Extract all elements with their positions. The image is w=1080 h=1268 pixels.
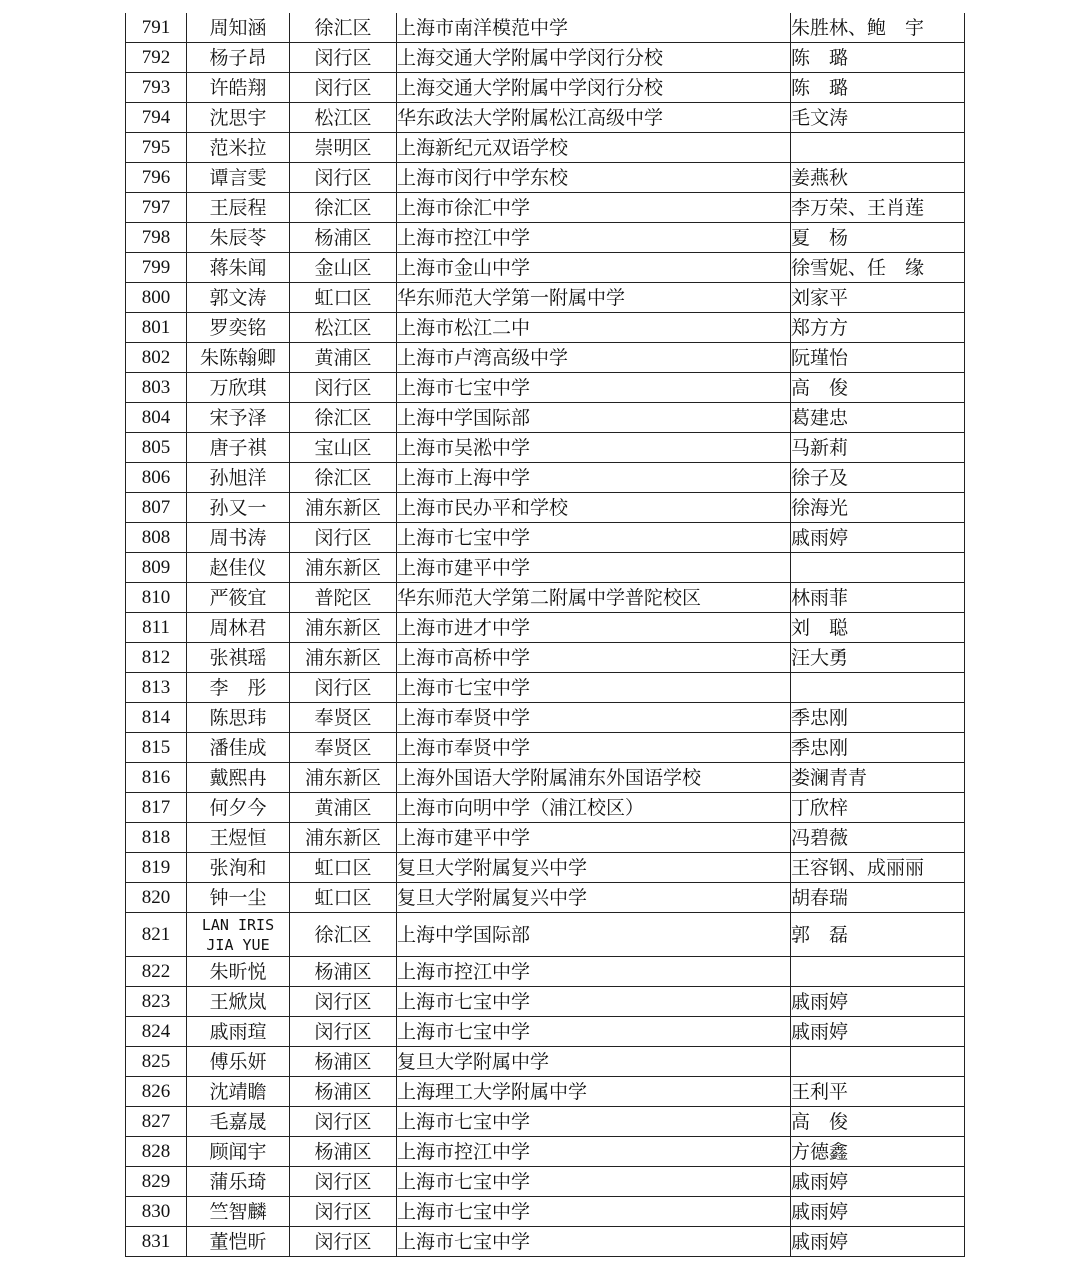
- cell-district: 宝山区: [290, 433, 397, 463]
- cell-district: 浦东新区: [290, 553, 397, 583]
- table-row: [126, 13, 965, 43]
- cell-school: 上海市南洋模范中学: [397, 13, 791, 43]
- table-row: [126, 1137, 965, 1167]
- cell-student-name: 张祺瑶: [187, 643, 290, 673]
- cell-student-name: 王辰程: [187, 193, 290, 223]
- cell-school: 上海市卢湾高级中学: [397, 343, 791, 373]
- table-row: [126, 1227, 965, 1257]
- cell-school: 上海市七宝中学: [397, 1017, 791, 1047]
- cell-school: 上海市建平中学: [397, 823, 791, 853]
- cell-district: 徐汇区: [290, 913, 397, 957]
- cell-school: 上海市七宝中学: [397, 523, 791, 553]
- cell-teacher: 葛建忠: [791, 403, 965, 433]
- table-row: [126, 883, 965, 913]
- cell-number: 820: [126, 883, 187, 913]
- cell-student-name: 傅乐妍: [187, 1047, 290, 1077]
- cell-school: 上海市七宝中学: [397, 673, 791, 703]
- cell-district: 虹口区: [290, 883, 397, 913]
- cell-district: 闵行区: [290, 987, 397, 1017]
- cell-school: 华东师范大学第二附属中学普陀校区: [397, 583, 791, 613]
- cell-district: 闵行区: [290, 1197, 397, 1227]
- cell-teacher: 娄澜青青: [791, 763, 965, 793]
- cell-district: 闵行区: [290, 673, 397, 703]
- cell-student-name: 宋予泽: [187, 403, 290, 433]
- cell-student-name: 沈思宇: [187, 103, 290, 133]
- table-row: [126, 793, 965, 823]
- table-row: [126, 193, 965, 223]
- cell-number: 817: [126, 793, 187, 823]
- table-row: [126, 703, 965, 733]
- cell-number: 798: [126, 223, 187, 253]
- table-row: [126, 763, 965, 793]
- cell-district: 闵行区: [290, 1167, 397, 1197]
- cell-number: 831: [126, 1227, 187, 1257]
- cell-teacher: 戚雨婷: [791, 1197, 965, 1227]
- cell-school: 上海外国语大学附属浦东外国语学校: [397, 763, 791, 793]
- cell-teacher: 陈 璐: [791, 43, 965, 73]
- cell-teacher: 冯碧薇: [791, 823, 965, 853]
- cell-student-name: 沈靖瞻: [187, 1077, 290, 1107]
- table-row: [126, 733, 965, 763]
- cell-teacher: 高 俊: [791, 373, 965, 403]
- cell-school: 上海市奉贤中学: [397, 703, 791, 733]
- table-row: [126, 373, 965, 403]
- cell-number: 826: [126, 1077, 187, 1107]
- cell-number: 813: [126, 673, 187, 703]
- cell-number: 795: [126, 133, 187, 163]
- cell-student-name: 范米拉: [187, 133, 290, 163]
- cell-teacher: 丁欣梓: [791, 793, 965, 823]
- cell-school: 上海市高桥中学: [397, 643, 791, 673]
- cell-teacher: 戚雨婷: [791, 987, 965, 1017]
- cell-district: 杨浦区: [290, 1137, 397, 1167]
- cell-number: 822: [126, 957, 187, 987]
- cell-number: 814: [126, 703, 187, 733]
- cell-district: 徐汇区: [290, 403, 397, 433]
- cell-school: 上海市七宝中学: [397, 1107, 791, 1137]
- cell-teacher: 戚雨婷: [791, 1167, 965, 1197]
- table-row: [126, 103, 965, 133]
- cell-student-name: 罗奕铭: [187, 313, 290, 343]
- cell-teacher: 李万荣、王肖莲: [791, 193, 965, 223]
- cell-district: 浦东新区: [290, 613, 397, 643]
- cell-number: 812: [126, 643, 187, 673]
- table-row: [126, 223, 965, 253]
- cell-student-name: 郭文涛: [187, 283, 290, 313]
- cell-district: 闵行区: [290, 73, 397, 103]
- cell-district: 崇明区: [290, 133, 397, 163]
- table-row: [126, 913, 965, 957]
- cell-student-name: 孙又一: [187, 493, 290, 523]
- table-row: [126, 523, 965, 553]
- cell-student-name: 唐子祺: [187, 433, 290, 463]
- cell-student-name: 严筱宜: [187, 583, 290, 613]
- cell-district: 杨浦区: [290, 957, 397, 987]
- table-row: [126, 343, 965, 373]
- cell-teacher: 汪大勇: [791, 643, 965, 673]
- cell-teacher: [791, 1047, 965, 1077]
- cell-school: 上海交通大学附属中学闵行分校: [397, 43, 791, 73]
- cell-student-name: 潘佳成: [187, 733, 290, 763]
- cell-number: 815: [126, 733, 187, 763]
- cell-school: 上海市七宝中学: [397, 373, 791, 403]
- cell-student-name: 陈思玮: [187, 703, 290, 733]
- cell-school: 上海市奉贤中学: [397, 733, 791, 763]
- cell-teacher: 王利平: [791, 1077, 965, 1107]
- cell-student-name: 毛嘉晟: [187, 1107, 290, 1137]
- cell-student-name: 顾闻宇: [187, 1137, 290, 1167]
- cell-district: 虹口区: [290, 853, 397, 883]
- table-row: [126, 553, 965, 583]
- cell-student-name: 戚雨瑄: [187, 1017, 290, 1047]
- cell-district: 闵行区: [290, 523, 397, 553]
- table-row: [126, 957, 965, 987]
- cell-teacher: 郭 磊: [791, 913, 965, 957]
- cell-school: 上海市七宝中学: [397, 1197, 791, 1227]
- cell-teacher: 方德鑫: [791, 1137, 965, 1167]
- cell-number: 821: [126, 913, 187, 957]
- table-row: [126, 1197, 965, 1227]
- cell-teacher: 胡春瑞: [791, 883, 965, 913]
- cell-teacher: [791, 133, 965, 163]
- cell-teacher: 夏 杨: [791, 223, 965, 253]
- table-row: [126, 463, 965, 493]
- table-row: [126, 823, 965, 853]
- cell-teacher: 戚雨婷: [791, 1017, 965, 1047]
- cell-number: 797: [126, 193, 187, 223]
- cell-student-name: 戴熙冉: [187, 763, 290, 793]
- cell-number: 827: [126, 1107, 187, 1137]
- cell-student-name: 许皓翔: [187, 73, 290, 103]
- cell-school: 上海市徐汇中学: [397, 193, 791, 223]
- cell-student-name: 蒲乐琦: [187, 1167, 290, 1197]
- cell-district: 浦东新区: [290, 493, 397, 523]
- cell-number: 793: [126, 73, 187, 103]
- cell-teacher: 毛文涛: [791, 103, 965, 133]
- cell-school: 上海市七宝中学: [397, 1167, 791, 1197]
- cell-number: 807: [126, 493, 187, 523]
- cell-student-name: 周林君: [187, 613, 290, 643]
- cell-teacher: [791, 673, 965, 703]
- student-list-table: [125, 13, 965, 1257]
- cell-district: 闵行区: [290, 373, 397, 403]
- cell-number: 800: [126, 283, 187, 313]
- cell-teacher: 徐子及: [791, 463, 965, 493]
- cell-number: 825: [126, 1047, 187, 1077]
- cell-district: 闵行区: [290, 1227, 397, 1257]
- cell-district: 闵行区: [290, 43, 397, 73]
- cell-number: 796: [126, 163, 187, 193]
- cell-student-name: 朱陈翰卿: [187, 343, 290, 373]
- cell-district: 杨浦区: [290, 1077, 397, 1107]
- cell-school: 上海市控江中学: [397, 1137, 791, 1167]
- table-row: [126, 283, 965, 313]
- cell-number: 804: [126, 403, 187, 433]
- table-row: [126, 1017, 965, 1047]
- table-row: [126, 987, 965, 1017]
- cell-school: 上海理工大学附属中学: [397, 1077, 791, 1107]
- table-row: [126, 613, 965, 643]
- cell-student-name: 杨子昂: [187, 43, 290, 73]
- cell-school: 上海市建平中学: [397, 553, 791, 583]
- table-row: [126, 253, 965, 283]
- cell-district: 黄浦区: [290, 793, 397, 823]
- table-row: [126, 73, 965, 103]
- cell-number: 805: [126, 433, 187, 463]
- cell-teacher: 季忠刚: [791, 703, 965, 733]
- table-row: [126, 163, 965, 193]
- cell-teacher: 戚雨婷: [791, 1227, 965, 1257]
- cell-school: 复旦大学附属中学: [397, 1047, 791, 1077]
- cell-teacher: 姜燕秋: [791, 163, 965, 193]
- cell-student-name: 竺智麟: [187, 1197, 290, 1227]
- cell-school: 华东政法大学附属松江高级中学: [397, 103, 791, 133]
- cell-school: 上海市控江中学: [397, 957, 791, 987]
- cell-school: 上海市控江中学: [397, 223, 791, 253]
- cell-district: 松江区: [290, 103, 397, 133]
- table-row: [126, 643, 965, 673]
- cell-student-name: 李 彤: [187, 673, 290, 703]
- table-row: [126, 583, 965, 613]
- cell-student-name: 王煜恒: [187, 823, 290, 853]
- cell-district: 杨浦区: [290, 1047, 397, 1077]
- cell-teacher: 刘家平: [791, 283, 965, 313]
- cell-student-name: 谭言雯: [187, 163, 290, 193]
- cell-number: 816: [126, 763, 187, 793]
- table-row: [126, 673, 965, 703]
- cell-number: 799: [126, 253, 187, 283]
- cell-number: 791: [126, 13, 187, 43]
- cell-school: 上海市松江二中: [397, 313, 791, 343]
- cell-school: 上海市金山中学: [397, 253, 791, 283]
- cell-number: 808: [126, 523, 187, 553]
- cell-school: 复旦大学附属复兴中学: [397, 883, 791, 913]
- cell-school: 上海交通大学附属中学闵行分校: [397, 73, 791, 103]
- cell-student-name: 赵佳仪: [187, 553, 290, 583]
- table-row: [126, 403, 965, 433]
- cell-teacher: 季忠刚: [791, 733, 965, 763]
- cell-teacher: 郑方方: [791, 313, 965, 343]
- cell-teacher: 徐雪妮、任 缘: [791, 253, 965, 283]
- cell-teacher: 马新莉: [791, 433, 965, 463]
- cell-district: 杨浦区: [290, 223, 397, 253]
- cell-number: 811: [126, 613, 187, 643]
- cell-student-name: 张洵和: [187, 853, 290, 883]
- cell-district: 闵行区: [290, 163, 397, 193]
- cell-student-name: 孙旭洋: [187, 463, 290, 493]
- cell-student-name: 朱昕悦: [187, 957, 290, 987]
- table-row: [126, 43, 965, 73]
- cell-number: 801: [126, 313, 187, 343]
- cell-number: 803: [126, 373, 187, 403]
- cell-student-name: LAN IRIS JIA YUE: [187, 913, 290, 957]
- cell-teacher: 刘 聪: [791, 613, 965, 643]
- cell-district: 松江区: [290, 313, 397, 343]
- cell-student-name: 何夕今: [187, 793, 290, 823]
- table-row: [126, 1167, 965, 1197]
- cell-number: 802: [126, 343, 187, 373]
- cell-student-name: 钟一尘: [187, 883, 290, 913]
- cell-school: 上海市七宝中学: [397, 987, 791, 1017]
- cell-number: 824: [126, 1017, 187, 1047]
- cell-district: 浦东新区: [290, 763, 397, 793]
- table-row: [126, 1047, 965, 1077]
- table-body: [126, 13, 965, 1257]
- cell-number: 794: [126, 103, 187, 133]
- cell-number: 806: [126, 463, 187, 493]
- table-row: [126, 433, 965, 463]
- cell-district: 奉贤区: [290, 703, 397, 733]
- cell-district: 徐汇区: [290, 13, 397, 43]
- cell-school: 上海市七宝中学: [397, 1227, 791, 1257]
- cell-student-name: 董恺昕: [187, 1227, 290, 1257]
- cell-number: 792: [126, 43, 187, 73]
- cell-number: 818: [126, 823, 187, 853]
- table-row: [126, 1107, 965, 1137]
- table-row: [126, 313, 965, 343]
- cell-student-name: 万欣琪: [187, 373, 290, 403]
- cell-district: 虹口区: [290, 283, 397, 313]
- cell-school: 上海市进才中学: [397, 613, 791, 643]
- cell-school: 上海市闵行中学东校: [397, 163, 791, 193]
- cell-number: 829: [126, 1167, 187, 1197]
- cell-student-name: 周书涛: [187, 523, 290, 553]
- cell-school: 上海中学国际部: [397, 913, 791, 957]
- cell-number: 830: [126, 1197, 187, 1227]
- cell-school: 上海市上海中学: [397, 463, 791, 493]
- cell-teacher: 阮瑾怡: [791, 343, 965, 373]
- cell-school: 上海市吴淞中学: [397, 433, 791, 463]
- cell-school: 复旦大学附属复兴中学: [397, 853, 791, 883]
- cell-school: 华东师范大学第一附属中学: [397, 283, 791, 313]
- cell-teacher: 徐海光: [791, 493, 965, 523]
- cell-number: 828: [126, 1137, 187, 1167]
- table-row: [126, 133, 965, 163]
- table-row: [126, 1077, 965, 1107]
- cell-number: 819: [126, 853, 187, 883]
- cell-school: 上海市向明中学（浦江校区）: [397, 793, 791, 823]
- cell-district: 闵行区: [290, 1107, 397, 1137]
- cell-teacher: 戚雨婷: [791, 523, 965, 553]
- cell-student-name: 周知涵: [187, 13, 290, 43]
- cell-district: 黄浦区: [290, 343, 397, 373]
- cell-school: 上海新纪元双语学校: [397, 133, 791, 163]
- cell-school: 上海市民办平和学校: [397, 493, 791, 523]
- cell-teacher: [791, 957, 965, 987]
- cell-district: 普陀区: [290, 583, 397, 613]
- cell-district: 浦东新区: [290, 643, 397, 673]
- cell-teacher: 王容钢、成丽丽: [791, 853, 965, 883]
- cell-number: 809: [126, 553, 187, 583]
- cell-teacher: 朱胜林、鲍 宇: [791, 13, 965, 43]
- table-row: [126, 853, 965, 883]
- cell-district: 闵行区: [290, 1017, 397, 1047]
- cell-district: 奉贤区: [290, 733, 397, 763]
- cell-teacher: 陈 璐: [791, 73, 965, 103]
- cell-teacher: [791, 553, 965, 583]
- cell-district: 徐汇区: [290, 193, 397, 223]
- cell-district: 金山区: [290, 253, 397, 283]
- cell-student-name: 王焮岚: [187, 987, 290, 1017]
- cell-student-name: 朱辰苓: [187, 223, 290, 253]
- cell-teacher: 高 俊: [791, 1107, 965, 1137]
- cell-number: 823: [126, 987, 187, 1017]
- table-row: [126, 493, 965, 523]
- cell-student-name: 蒋朱闻: [187, 253, 290, 283]
- cell-number: 810: [126, 583, 187, 613]
- cell-school: 上海中学国际部: [397, 403, 791, 433]
- cell-teacher: 林雨菲: [791, 583, 965, 613]
- cell-district: 徐汇区: [290, 463, 397, 493]
- cell-district: 浦东新区: [290, 823, 397, 853]
